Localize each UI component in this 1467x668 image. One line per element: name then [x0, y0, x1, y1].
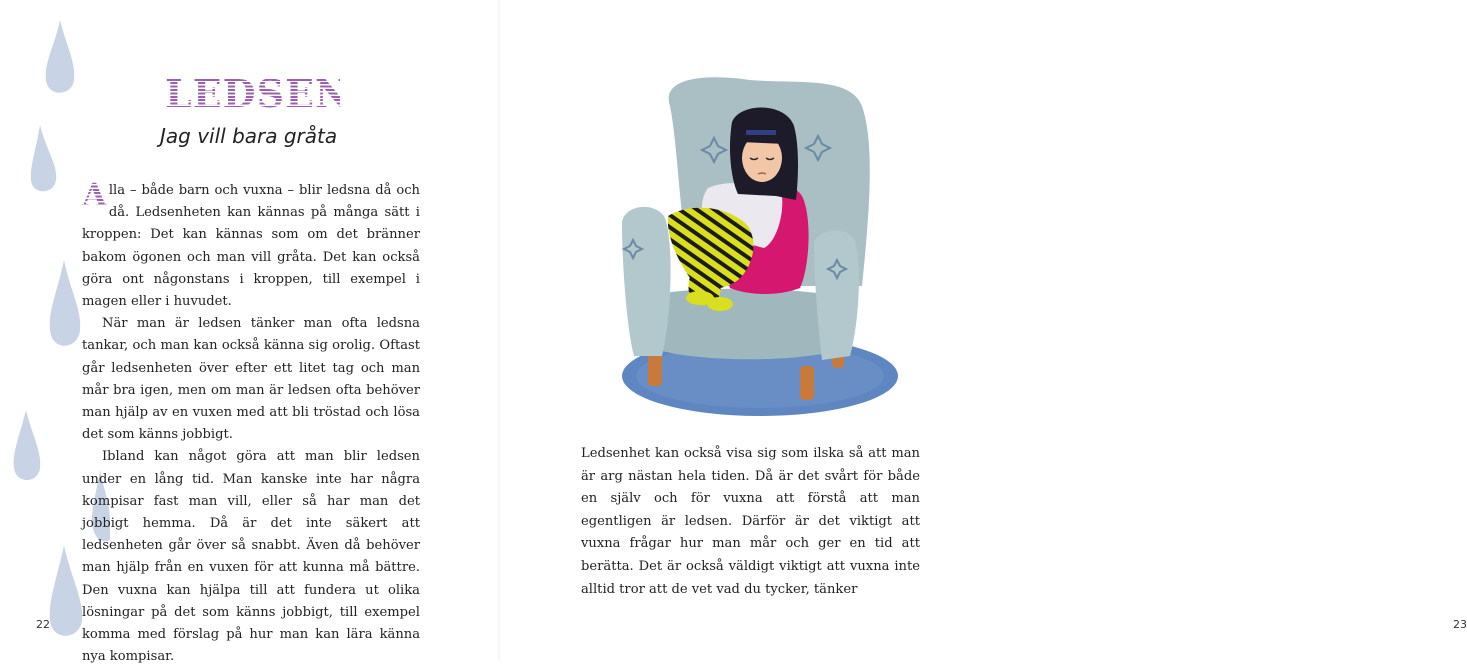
right-body-text: [581, 443, 920, 601]
raindrop: [50, 545, 82, 636]
left-body-text: [82, 176, 420, 668]
paragraph-1: [82, 176, 420, 313]
paragraph-1-text: lla – både barn och vuxna – blir ledsna då och då. Ledsenheten kan kännas på många sätt i kroppen: Det kan kännas som om det bränner bakom ögonen och man vill gråta. Det kan också göra ont någonstans i kroppen, till exempel i magen eller i huvudet.: [82, 183, 420, 310]
paragraph-2: När man är ledsen tänker man ofta ledsna tankar, och man kan också känna sig orolig. Oftast går ledsenheten över efter ett litet tag och man mår bra igen, men om man är ledsen ofta behöver man hjälp av en vuxen med att bli tröstad och lösa det som känns jobbigt.: [82, 316, 420, 443]
page-number-left: 22: [36, 618, 50, 631]
chapter-subtitle: Jag vill bara gråta: [160, 124, 338, 148]
drop-cap: A: [82, 176, 107, 214]
raindrop: [50, 260, 80, 346]
chapter-title: LEDSEN: [165, 71, 351, 116]
chair-leg: [800, 366, 814, 400]
girl-foot: [707, 297, 733, 311]
raindrop: [46, 20, 75, 93]
raindrop: [31, 125, 56, 191]
page-number-right: 23: [1453, 618, 1467, 631]
armchair-arm-right: [814, 231, 859, 360]
paragraph-right: Ledsenhet kan också visa sig som ilska så att man är arg nästan hela tiden. Då är det svårt för både en själv och för vuxna att förstå att man egentligen är ledsen. Därför är det viktigt att vuxna frågar hur man mår och ger en tid att berätta. Det är också väldigt viktigt att vuxna inte alltid tror att de vet vad du tycker, tänker: [581, 446, 920, 597]
left-page: [0, 0, 500, 665]
girl-in-armchair-illustration: [600, 66, 900, 428]
raindrop: [14, 410, 41, 480]
paragraph-3: Ibland kan något göra att man blir ledsen under en lång tid. Man kanske inte har några kompisar fast man vill, eller så har man det jobbigt hemma. Då är det inte säkert att ledsenheten går över så snabbt. Även då behöver man hjälp från en vuxen för att kunna må bättre. Den vuxna kan hjälpa till att fundera ut olika lösningar på det som känns jobbigt, till exempel komma med förslag på hur man kan lära känna nya kompisar.: [82, 449, 420, 665]
armchair-arm-left: [622, 207, 671, 356]
